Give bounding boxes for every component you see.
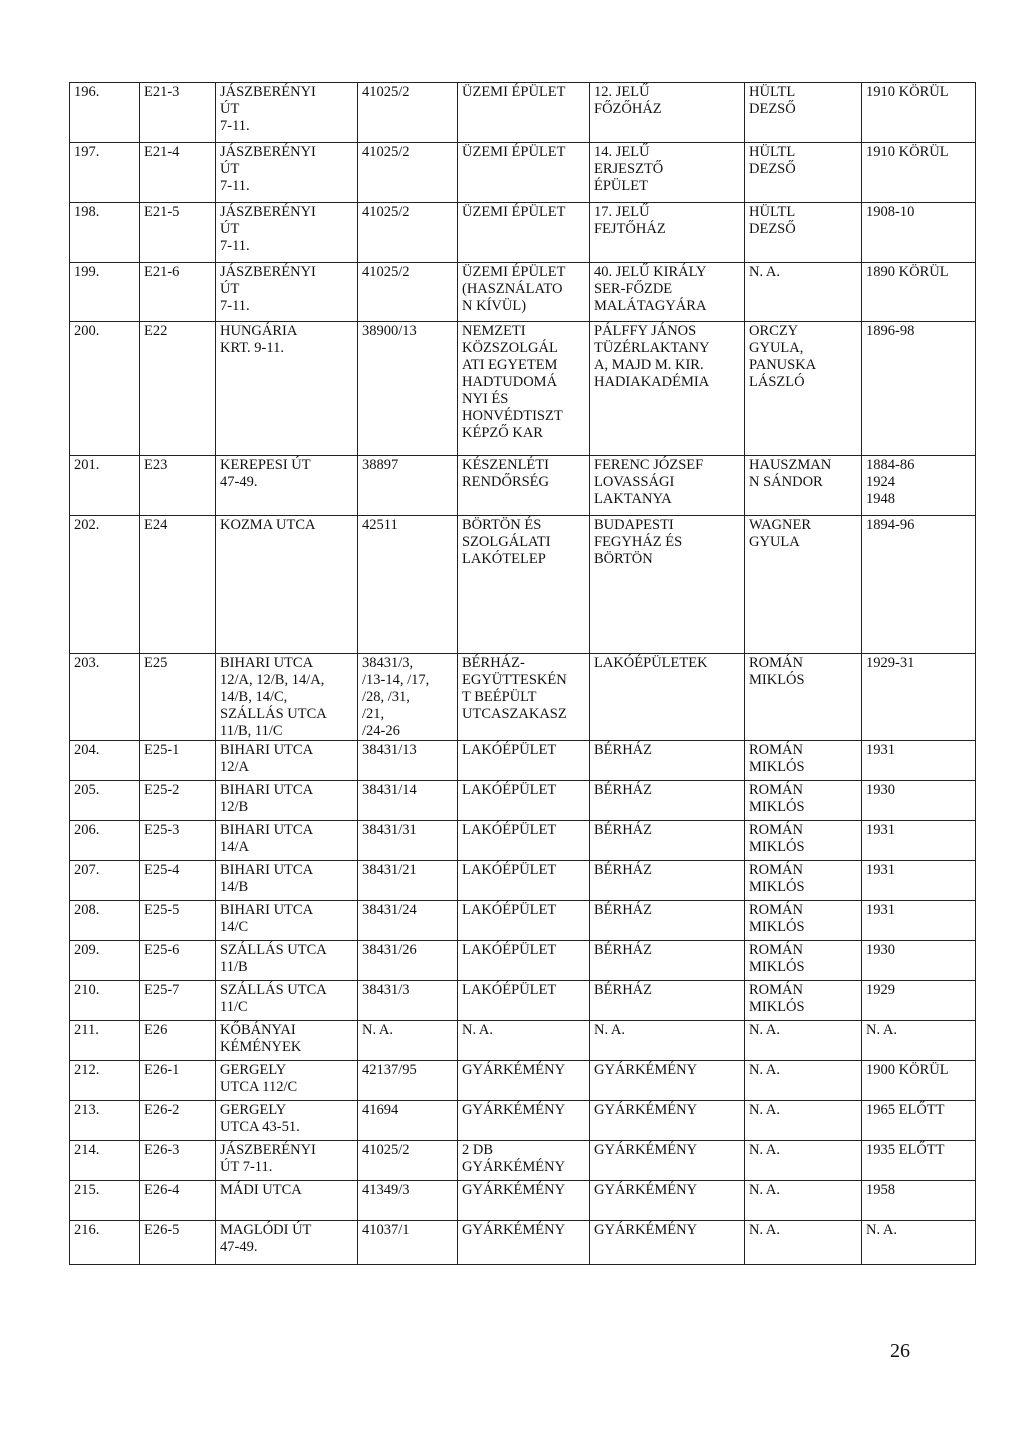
cell-item-code: E22 [140, 322, 216, 456]
cell-lot-number: 42137/95 [358, 1061, 458, 1101]
cell-function: 2 DB GYÁRKÉMÉNY [458, 1141, 590, 1181]
table-row [70, 981, 976, 1021]
cell-lot-number: 38431/13 [358, 741, 458, 781]
cell-function: BÉRHÁZ- EGYÜTTESKÉN T BEÉPÜLT UTCASZAKASZ [458, 654, 590, 741]
cell-item-code: E26-1 [140, 1061, 216, 1101]
cell-row-number: 202. [70, 516, 140, 654]
cell-row-number: 205. [70, 781, 140, 821]
cell-building-name: BÉRHÁZ [590, 941, 745, 981]
cell-item-code: E25-7 [140, 981, 216, 1021]
cell-designer: ROMÁN MIKLÓS [745, 861, 862, 901]
cell-address: KŐBÁNYAI KÉMÉNYEK [216, 1021, 358, 1061]
cell-address: KOZMA UTCA [216, 516, 358, 654]
cell-designer: ORCZY GYULA, PANUSKA LÁSZLÓ [745, 322, 862, 456]
cell-lot-number: 41349/3 [358, 1181, 458, 1221]
cell-row-number: 196. [70, 83, 140, 143]
cell-year: 1929-31 [862, 654, 976, 741]
cell-lot-number: 38431/3 [358, 981, 458, 1021]
cell-item-code: E25-1 [140, 741, 216, 781]
cell-row-number: 199. [70, 263, 140, 322]
cell-year: 1931 [862, 821, 976, 861]
table-row [70, 1021, 976, 1061]
cell-building-name: GYÁRKÉMÉNY [590, 1141, 745, 1181]
cell-item-code: E26-4 [140, 1181, 216, 1221]
cell-function: LAKÓÉPÜLET [458, 941, 590, 981]
cell-year: 1965 ELŐTT [862, 1101, 976, 1141]
cell-year: 1900 KÖRÜL [862, 1061, 976, 1101]
table-row [70, 143, 976, 203]
cell-function: ÜZEMI ÉPÜLET [458, 143, 590, 203]
cell-function: LAKÓÉPÜLET [458, 821, 590, 861]
cell-lot-number: 38431/31 [358, 821, 458, 861]
cell-address: JÁSZBERÉNYI ÚT 7-11. [216, 1141, 358, 1181]
cell-building-name: GYÁRKÉMÉNY [590, 1061, 745, 1101]
cell-row-number: 197. [70, 143, 140, 203]
cell-designer: N. A. [745, 1021, 862, 1061]
cell-designer: ROMÁN MIKLÓS [745, 741, 862, 781]
cell-item-code: E24 [140, 516, 216, 654]
cell-year: 1930 [862, 781, 976, 821]
cell-address: HUNGÁRIA KRT. 9-11. [216, 322, 358, 456]
cell-year: 1910 KÖRÜL [862, 143, 976, 203]
cell-building-name: GYÁRKÉMÉNY [590, 1221, 745, 1265]
cell-year: N. A. [862, 1221, 976, 1265]
cell-designer: ROMÁN MIKLÓS [745, 981, 862, 1021]
table-row [70, 516, 976, 654]
cell-function: LAKÓÉPÜLET [458, 901, 590, 941]
cell-address: SZÁLLÁS UTCA 11/C [216, 981, 358, 1021]
cell-address: BIHARI UTCA 12/A [216, 741, 358, 781]
cell-lot-number: 41025/2 [358, 143, 458, 203]
table-row [70, 654, 976, 741]
table-row [70, 1101, 976, 1141]
table-row [70, 83, 976, 143]
cell-function: ÜZEMI ÉPÜLET [458, 83, 590, 143]
cell-address: SZÁLLÁS UTCA 11/B [216, 941, 358, 981]
cell-lot-number: 42511 [358, 516, 458, 654]
cell-function: KÉSZENLÉTI RENDŐRSÉG [458, 456, 590, 516]
cell-item-code: E25-2 [140, 781, 216, 821]
cell-item-code: E21-5 [140, 203, 216, 263]
cell-function: GYÁRKÉMÉNY [458, 1061, 590, 1101]
cell-row-number: 200. [70, 322, 140, 456]
cell-row-number: 206. [70, 821, 140, 861]
cell-year: 1931 [862, 901, 976, 941]
cell-building-name: N. A. [590, 1021, 745, 1061]
cell-year: 1884-86 1924 1948 [862, 456, 976, 516]
cell-designer: N. A. [745, 1061, 862, 1101]
cell-row-number: 211. [70, 1021, 140, 1061]
cell-item-code: E25-6 [140, 941, 216, 981]
cell-row-number: 198. [70, 203, 140, 263]
cell-item-code: E26-2 [140, 1101, 216, 1141]
cell-designer: ROMÁN MIKLÓS [745, 901, 862, 941]
cell-lot-number: 41025/2 [358, 263, 458, 322]
cell-year: 1931 [862, 861, 976, 901]
cell-row-number: 214. [70, 1141, 140, 1181]
cell-row-number: 203. [70, 654, 140, 741]
cell-lot-number: 38431/3, /13-14, /17, /28, /31, /21, /24-26 [358, 654, 458, 741]
page-number: 26 [890, 1340, 910, 1362]
cell-address: BIHARI UTCA 12/A, 12/B, 14/A, 14/B, 14/C, SZÁLLÁS UTCA 11/B, 11/C [216, 654, 358, 741]
cell-item-code: E21-6 [140, 263, 216, 322]
cell-year: 1931 [862, 741, 976, 781]
cell-year: 1890 KÖRÜL [862, 263, 976, 322]
cell-function: LAKÓÉPÜLET [458, 781, 590, 821]
cell-lot-number: 38431/26 [358, 941, 458, 981]
cell-address: KEREPESI ÚT 47-49. [216, 456, 358, 516]
cell-building-name: 14. JELŰ ERJESZTŐ ÉPÜLET [590, 143, 745, 203]
table-row [70, 1061, 976, 1101]
cell-building-name: BÉRHÁZ [590, 821, 745, 861]
cell-building-name: 40. JELŰ KIRÁLY SER-FŐZDE MALÁTAGYÁRA [590, 263, 745, 322]
cell-designer: N. A. [745, 1141, 862, 1181]
cell-row-number: 216. [70, 1221, 140, 1265]
cell-address: JÁSZBERÉNYI ÚT 7-11. [216, 83, 358, 143]
cell-building-name: GYÁRKÉMÉNY [590, 1101, 745, 1141]
cell-item-code: E25-5 [140, 901, 216, 941]
cell-lot-number: 38897 [358, 456, 458, 516]
cell-address: BIHARI UTCA 12/B [216, 781, 358, 821]
cell-lot-number: 38431/14 [358, 781, 458, 821]
cell-designer: HÜLTL DEZSŐ [745, 143, 862, 203]
cell-year: 1930 [862, 941, 976, 981]
cell-building-name: 17. JELŰ FEJTŐHÁZ [590, 203, 745, 263]
table-row [70, 781, 976, 821]
cell-item-code: E25-4 [140, 861, 216, 901]
cell-function: GYÁRKÉMÉNY [458, 1221, 590, 1265]
cell-row-number: 204. [70, 741, 140, 781]
cell-item-code: E21-3 [140, 83, 216, 143]
cell-row-number: 209. [70, 941, 140, 981]
table-row [70, 821, 976, 861]
cell-item-code: E26-5 [140, 1221, 216, 1265]
cell-address: BIHARI UTCA 14/B [216, 861, 358, 901]
cell-address: BIHARI UTCA 14/A [216, 821, 358, 861]
cell-designer: ROMÁN MIKLÓS [745, 654, 862, 741]
cell-designer: HÜLTL DEZSŐ [745, 203, 862, 263]
cell-function: GYÁRKÉMÉNY [458, 1181, 590, 1221]
cell-year: 1935 ELŐTT [862, 1141, 976, 1181]
cell-row-number: 213. [70, 1101, 140, 1141]
cell-year: 1908-10 [862, 203, 976, 263]
cell-lot-number: 41025/2 [358, 1141, 458, 1181]
cell-lot-number: 38431/24 [358, 901, 458, 941]
cell-address: GERGELY UTCA 112/C [216, 1061, 358, 1101]
cell-building-name: BÉRHÁZ [590, 861, 745, 901]
cell-address: JÁSZBERÉNYI ÚT 7-11. [216, 143, 358, 203]
cell-row-number: 207. [70, 861, 140, 901]
cell-designer: WAGNER GYULA [745, 516, 862, 654]
cell-designer: ROMÁN MIKLÓS [745, 821, 862, 861]
heritage-table [69, 82, 976, 1265]
cell-lot-number: 38900/13 [358, 322, 458, 456]
cell-year: 1910 KÖRÜL [862, 83, 976, 143]
table-row [70, 263, 976, 322]
cell-row-number: 208. [70, 901, 140, 941]
table-row [70, 203, 976, 263]
cell-function: N. A. [458, 1021, 590, 1061]
cell-building-name: LAKÓÉPÜLETEK [590, 654, 745, 741]
cell-function: ÜZEMI ÉPÜLET [458, 203, 590, 263]
cell-designer: N. A. [745, 1101, 862, 1141]
cell-function: ÜZEMI ÉPÜLET (HASZNÁLATO N KÍVÜL) [458, 263, 590, 322]
cell-address: MÁDI UTCA [216, 1181, 358, 1221]
cell-row-number: 215. [70, 1181, 140, 1221]
cell-building-name: BÉRHÁZ [590, 741, 745, 781]
cell-lot-number: 41694 [358, 1101, 458, 1141]
cell-function: BÖRTÖN ÉS SZOLGÁLATI LAKÓTELEP [458, 516, 590, 654]
cell-lot-number: 41037/1 [358, 1221, 458, 1265]
table-row [70, 1181, 976, 1221]
cell-year: 1896-98 [862, 322, 976, 456]
cell-function: LAKÓÉPÜLET [458, 981, 590, 1021]
cell-address: MAGLÓDI ÚT 47-49. [216, 1221, 358, 1265]
cell-designer: N. A. [745, 1181, 862, 1221]
table-row [70, 456, 976, 516]
cell-address: JÁSZBERÉNYI ÚT 7-11. [216, 203, 358, 263]
table-row [70, 1221, 976, 1265]
cell-function: LAKÓÉPÜLET [458, 741, 590, 781]
cell-designer: HAUSZMAN N SÁNDOR [745, 456, 862, 516]
cell-row-number: 210. [70, 981, 140, 1021]
cell-building-name: GYÁRKÉMÉNY [590, 1181, 745, 1221]
cell-function: GYÁRKÉMÉNY [458, 1101, 590, 1141]
cell-building-name: BUDAPESTI FEGYHÁZ ÉS BÖRTÖN [590, 516, 745, 654]
cell-item-code: E26 [140, 1021, 216, 1061]
cell-designer: N. A. [745, 1221, 862, 1265]
cell-function: LAKÓÉPÜLET [458, 861, 590, 901]
table-row [70, 941, 976, 981]
cell-item-code: E25-3 [140, 821, 216, 861]
cell-lot-number: N. A. [358, 1021, 458, 1061]
cell-designer: ROMÁN MIKLÓS [745, 781, 862, 821]
cell-item-code: E23 [140, 456, 216, 516]
table-row [70, 901, 976, 941]
cell-row-number: 201. [70, 456, 140, 516]
cell-building-name: 12. JELŰ FŐZŐHÁZ [590, 83, 745, 143]
cell-designer: HÜLTL DEZSŐ [745, 83, 862, 143]
cell-building-name: FERENC JÓZSEF LOVASSÁGI LAKTANYA [590, 456, 745, 516]
cell-year: 1894-96 [862, 516, 976, 654]
cell-building-name: BÉRHÁZ [590, 781, 745, 821]
cell-year: 1929 [862, 981, 976, 1021]
cell-address: GERGELY UTCA 43-51. [216, 1101, 358, 1141]
cell-designer: ROMÁN MIKLÓS [745, 941, 862, 981]
table-row [70, 322, 976, 456]
cell-building-name: PÁLFFY JÁNOS TÜZÉRLAKTANY A, MAJD M. KIR. HADIAKADÉMIA [590, 322, 745, 456]
cell-lot-number: 38431/21 [358, 861, 458, 901]
cell-year: 1958 [862, 1181, 976, 1221]
cell-row-number: 212. [70, 1061, 140, 1101]
cell-address: BIHARI UTCA 14/C [216, 901, 358, 941]
table-row [70, 1141, 976, 1181]
cell-item-code: E25 [140, 654, 216, 741]
cell-function: NEMZETI KÖZSZOLGÁL ATI EGYETEM HADTUDOMÁ NYI ÉS HONVÉDTISZT KÉPZŐ KAR [458, 322, 590, 456]
cell-building-name: BÉRHÁZ [590, 901, 745, 941]
cell-address: JÁSZBERÉNYI ÚT 7-11. [216, 263, 358, 322]
table-row [70, 861, 976, 901]
cell-lot-number: 41025/2 [358, 203, 458, 263]
cell-item-code: E21-4 [140, 143, 216, 203]
cell-building-name: BÉRHÁZ [590, 981, 745, 1021]
cell-designer: N. A. [745, 263, 862, 322]
cell-year: N. A. [862, 1021, 976, 1061]
cell-lot-number: 41025/2 [358, 83, 458, 143]
cell-item-code: E26-3 [140, 1141, 216, 1181]
table-row [70, 741, 976, 781]
